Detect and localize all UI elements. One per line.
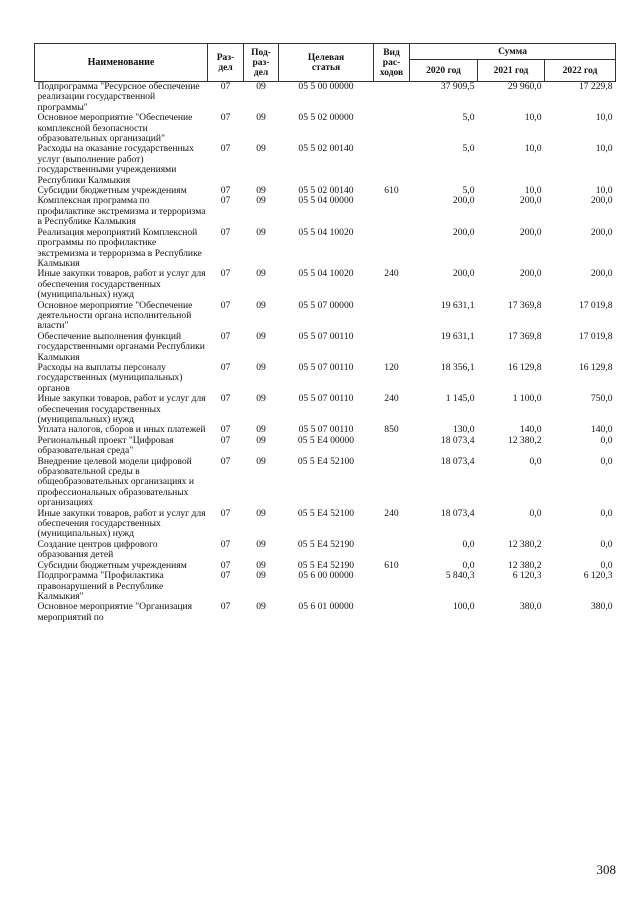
row-name: Основное мероприятие "Обеспечение комплексной безопасности образовательных организаций" — [37, 112, 193, 145]
row-expense-type: 610 — [384, 185, 399, 197]
row-target-article: 05 5 E4 52190 — [297, 538, 355, 550]
row-expense-type: 850 — [384, 424, 399, 436]
row-section: 07 — [220, 330, 231, 342]
row-subsection: 09 — [256, 330, 266, 342]
row-amount-2020: 200,0 — [452, 268, 475, 280]
row-name: Комплексная программа по профилактике экстремизма и терроризма в Республике Калмыкия — [37, 195, 206, 228]
table-row — [35, 332, 616, 363]
row-name: Подпрограмма "Ресурсное обеспечение реализации государственной программы" — [37, 81, 200, 113]
header-year-2022: 2022 год — [545, 60, 616, 82]
row-section: 07 — [220, 361, 231, 373]
row-target-article: 05 5 E4 00000 — [297, 434, 355, 446]
row-expense-type — [374, 540, 410, 561]
row-expense-type — [374, 436, 410, 457]
row-amount-2022: 200,0 — [590, 195, 613, 207]
row-subsection: 09 — [256, 601, 266, 613]
row-expense-type: 240 — [384, 268, 399, 280]
row-expense-type — [374, 301, 410, 332]
row-amount-2022: 380,0 — [590, 601, 613, 613]
row-amount-2022: 0,0 — [600, 455, 613, 467]
row-subsection: 09 — [256, 559, 266, 571]
row-target-article: 05 5 07 00110 — [298, 424, 354, 436]
row-target-article: 05 5 02 00140 — [298, 143, 354, 155]
row-target-article: 05 6 01 00000 — [298, 601, 354, 613]
row-amount-2021: 200,0 — [519, 195, 542, 207]
row-amount-2022: 0,0 — [600, 559, 613, 571]
row-amount-2021: 12 380,2 — [507, 559, 542, 571]
row-amount-2021: 10,0 — [524, 185, 542, 197]
row-name: Основное мероприятие "Обеспечение деятельности органа исполнительной власти" — [37, 299, 193, 332]
row-amount-2021: 10,0 — [524, 112, 542, 124]
row-subsection: 09 — [256, 538, 266, 550]
row-amount-2021: 10,0 — [524, 143, 542, 155]
row-amount-2020: 18 073,4 — [440, 434, 475, 446]
row-subsection: 09 — [256, 507, 266, 519]
row-section: 07 — [220, 393, 231, 405]
row-subsection: 09 — [256, 185, 266, 197]
row-amount-2020: 18 073,4 — [440, 455, 475, 467]
row-amount-2021: 17 369,8 — [507, 330, 542, 342]
header-year-2021: 2021 год — [478, 60, 545, 82]
row-name: Иные закупки товаров, работ и услуг для обеспечения государственных (муниципальных) нужд — [37, 268, 206, 301]
row-amount-2020: 5 840,3 — [445, 570, 475, 582]
row-amount-2022: 10,0 — [595, 112, 613, 124]
row-amount-2020: 1 145,0 — [445, 393, 475, 405]
row-expense-type: 240 — [384, 393, 399, 405]
row-name: Иные закупки товаров, работ и услуг для обеспечения государственных (муниципальных) нужд — [37, 507, 206, 540]
row-amount-2021: 200,0 — [519, 268, 542, 280]
row-amount-2021: 380,0 — [519, 601, 542, 613]
row-amount-2021: 12 380,2 — [507, 538, 542, 550]
row-section: 07 — [220, 570, 231, 582]
header-subsection: Под- раз- дел — [244, 44, 279, 82]
row-section: 07 — [220, 81, 231, 92]
row-expense-type — [374, 82, 410, 114]
row-amount-2021: 200,0 — [519, 226, 542, 238]
table-row — [35, 394, 616, 425]
row-amount-2022: 0,0 — [600, 507, 613, 519]
row-amount-2020: 100,0 — [452, 601, 475, 613]
row-name: Субсидии бюджетным учреждениям — [37, 185, 187, 197]
row-section: 07 — [220, 424, 231, 436]
row-target-article: 05 5 E4 52100 — [297, 455, 355, 467]
row-amount-2021: 17 369,8 — [507, 299, 542, 311]
row-amount-2020: 5,0 — [462, 185, 475, 197]
table-row — [35, 196, 616, 227]
row-amount-2020: 37 909,5 — [440, 81, 475, 92]
row-target-article: 05 5 02 00140 — [298, 185, 354, 197]
row-name: Иные закупки товаров, работ и услуг для обеспечения государственных (муниципальных) нужд — [37, 393, 206, 425]
row-amount-2021: 29 960,0 — [507, 81, 542, 92]
row-amount-2021: 1 100,0 — [512, 393, 542, 405]
row-amount-2020: 200,0 — [452, 226, 475, 238]
header-section: Раз- дел — [208, 44, 244, 82]
row-name: Расходы на оказание государственных услуг (выполнение работ) государственными учреждениями Республики Калмыкия — [37, 143, 194, 186]
row-expense-type — [374, 196, 410, 227]
table-row — [35, 269, 616, 300]
row-amount-2021: 12 380,2 — [507, 434, 542, 446]
row-target-article: 05 5 00 00000 — [298, 81, 354, 92]
table-row — [35, 509, 616, 540]
header-amount: Сумма — [410, 44, 616, 60]
table-row — [35, 144, 616, 186]
row-name: Уплата налогов, сборов и иных платежей — [37, 424, 206, 436]
row-name: Реализация мероприятий Комплексной программы по профилактике экстремизма и терроризма в Республике Калмыкия — [37, 226, 202, 269]
table-row — [35, 457, 616, 509]
row-subsection: 09 — [256, 299, 266, 311]
table-row — [35, 436, 616, 457]
row-amount-2022: 200,0 — [590, 268, 613, 280]
row-section: 07 — [220, 299, 231, 311]
row-amount-2020: 5,0 — [462, 112, 475, 124]
row-amount-2022: 17 229,8 — [578, 81, 613, 92]
row-amount-2022: 10,0 — [595, 143, 613, 155]
row-expense-type — [374, 144, 410, 186]
row-amount-2020: 18 073,4 — [440, 507, 475, 519]
row-amount-2022: 6 120,3 — [583, 570, 613, 582]
row-amount-2022: 10,0 — [595, 185, 613, 197]
row-amount-2021: 140,0 — [519, 424, 542, 436]
row-expense-type — [374, 113, 410, 144]
row-target-article: 05 6 00 00000 — [298, 570, 354, 582]
table-row — [35, 602, 616, 623]
page-number: 308 — [596, 862, 616, 877]
row-amount-2022: 0,0 — [600, 434, 613, 446]
row-subsection: 09 — [256, 361, 266, 373]
row-amount-2020: 200,0 — [452, 195, 475, 207]
row-amount-2022: 140,0 — [590, 424, 613, 436]
row-subsection: 09 — [256, 195, 266, 207]
row-amount-2020: 0,0 — [462, 559, 475, 571]
row-name: Региональный проект "Цифровая образовательная среда" — [37, 434, 174, 457]
table-row — [35, 301, 616, 332]
table-row — [35, 113, 616, 144]
row-name: Внедрение целевой модели цифровой образовательной среды в общеобразовательных организациях и профессиональных образовательных организациях — [37, 455, 195, 509]
row-amount-2020: 130,0 — [452, 424, 475, 436]
row-subsection: 09 — [256, 226, 266, 238]
row-subsection: 09 — [256, 455, 266, 467]
header-name: Наименование — [35, 44, 208, 82]
row-amount-2022: 17 019,8 — [578, 330, 613, 342]
row-section: 07 — [220, 226, 231, 238]
row-amount-2022: 17 019,8 — [578, 299, 613, 311]
row-expense-type — [374, 571, 410, 602]
row-target-article: 05 5 04 10020 — [298, 268, 354, 280]
row-subsection: 09 — [256, 268, 266, 280]
table-row — [35, 571, 616, 602]
row-amount-2022: 750,0 — [590, 393, 613, 405]
row-amount-2020: 19 631,1 — [440, 330, 475, 342]
table-row — [35, 540, 616, 561]
row-amount-2021: 0,0 — [529, 507, 542, 519]
row-subsection: 09 — [256, 424, 266, 436]
row-expense-type: 240 — [384, 507, 399, 519]
row-name: Субсидии бюджетным учреждениям — [37, 559, 187, 571]
row-subsection: 09 — [256, 393, 266, 405]
row-expense-type — [374, 228, 410, 270]
row-section: 07 — [220, 268, 231, 280]
row-subsection: 09 — [256, 112, 266, 124]
header-expense-type: Вид рас- ходов — [374, 44, 410, 82]
table-body — [35, 82, 616, 624]
row-target-article: 05 5 E4 52100 — [297, 507, 355, 519]
row-section: 07 — [220, 112, 231, 124]
row-expense-type — [374, 457, 410, 509]
row-target-article: 05 5 E4 52190 — [297, 559, 355, 571]
row-section: 07 — [220, 601, 231, 613]
table-row — [35, 363, 616, 394]
row-amount-2021: 16 129,8 — [507, 361, 542, 373]
row-name: Расходы на выплаты персоналу государственных (муниципальных) органов — [37, 361, 183, 394]
row-subsection: 09 — [256, 570, 266, 582]
row-expense-type — [374, 602, 410, 623]
row-section: 07 — [220, 195, 231, 207]
row-amount-2021: 0,0 — [529, 455, 542, 467]
row-target-article: 05 5 07 00110 — [298, 393, 354, 405]
table-row — [35, 228, 616, 270]
row-target-article: 05 5 07 00000 — [298, 299, 354, 311]
table-header — [35, 44, 616, 82]
row-target-article: 05 5 04 10020 — [298, 226, 354, 238]
row-amount-2022: 16 129,8 — [578, 361, 613, 373]
row-amount-2020: 19 631,1 — [440, 299, 475, 311]
row-section: 07 — [220, 559, 231, 571]
row-name: Обеспечение выполнения функций государственными органами Республики Калмыкия — [37, 330, 205, 363]
row-subsection: 09 — [256, 143, 266, 155]
row-section: 07 — [220, 538, 231, 550]
row-target-article: 05 5 02 00000 — [298, 112, 354, 124]
row-section: 07 — [220, 143, 231, 155]
row-amount-2020: 0,0 — [462, 538, 475, 550]
row-section: 07 — [220, 434, 231, 446]
row-section: 07 — [220, 507, 231, 519]
row-amount-2022: 0,0 — [600, 538, 613, 550]
row-amount-2020: 18 356,1 — [440, 361, 475, 373]
row-name: Основное мероприятие "Организация мероприятий по — [37, 601, 193, 623]
row-target-article: 05 5 07 00110 — [298, 361, 354, 373]
row-expense-type: 120 — [384, 361, 399, 373]
table-row — [35, 82, 616, 114]
row-name: Подпрограмма "Профилактика правонарушений в Республике Калмыкия" — [37, 570, 164, 602]
row-name: Создание центров цифрового образования детей — [37, 538, 158, 561]
header-year-2020: 2020 год — [410, 60, 478, 82]
header-target-article: Целевая статья — [279, 44, 374, 82]
row-subsection: 09 — [256, 81, 266, 92]
row-expense-type: 610 — [384, 559, 399, 571]
row-target-article: 05 5 04 00000 — [298, 195, 354, 207]
row-subsection: 09 — [256, 434, 266, 446]
row-target-article: 05 5 07 00110 — [298, 330, 354, 342]
row-section: 07 — [220, 185, 231, 197]
row-amount-2022: 200,0 — [590, 226, 613, 238]
row-amount-2021: 6 120,3 — [512, 570, 542, 582]
row-section: 07 — [220, 455, 231, 467]
row-expense-type — [374, 332, 410, 363]
budget-table — [34, 43, 616, 623]
row-amount-2020: 5,0 — [462, 143, 475, 155]
